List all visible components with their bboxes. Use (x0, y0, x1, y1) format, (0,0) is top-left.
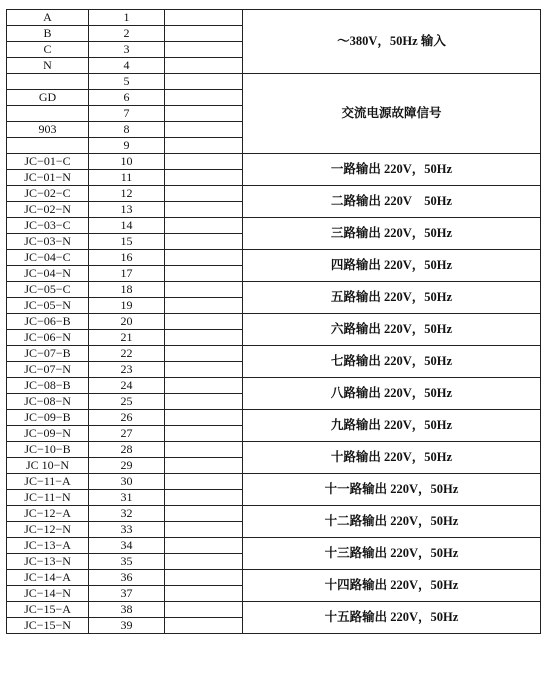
table-row (7, 314, 541, 330)
function-description-cell: 十二路输出 220V，50Hz (243, 506, 541, 538)
signal-label-cell: JC−04−N (7, 266, 89, 282)
terminal-number-cell: 9 (89, 138, 165, 154)
signal-label-cell: JC−01−C (7, 154, 89, 170)
terminal-number-cell: 27 (89, 426, 165, 442)
terminal-number-cell: 36 (89, 570, 165, 586)
table-row (7, 378, 541, 394)
terminal-number-cell: 34 (89, 538, 165, 554)
function-description-cell: 十一路输出 220V，50Hz (243, 474, 541, 506)
table-row (7, 602, 541, 618)
empty-cell (165, 346, 243, 362)
signal-label-cell: N (7, 58, 89, 74)
terminal-number-cell: 37 (89, 586, 165, 602)
empty-cell (165, 458, 243, 474)
terminal-number-cell: 14 (89, 218, 165, 234)
empty-cell (165, 586, 243, 602)
signal-label-cell: JC−04−C (7, 250, 89, 266)
table-row (7, 506, 541, 522)
empty-cell (165, 426, 243, 442)
table-row (7, 250, 541, 266)
empty-cell (165, 202, 243, 218)
empty-cell (165, 538, 243, 554)
terminal-number-cell: 8 (89, 122, 165, 138)
terminal-number-cell: 21 (89, 330, 165, 346)
empty-cell (165, 138, 243, 154)
signal-label-cell: JC−05−N (7, 298, 89, 314)
signal-label-cell: JC−13−A (7, 538, 89, 554)
terminal-number-cell: 13 (89, 202, 165, 218)
terminal-number-cell: 6 (89, 90, 165, 106)
function-description-cell: 四路输出 220V，50Hz (243, 250, 541, 282)
empty-cell (165, 394, 243, 410)
empty-cell (165, 58, 243, 74)
signal-label-cell: JC−08−N (7, 394, 89, 410)
empty-cell (165, 250, 243, 266)
terminal-number-cell: 38 (89, 602, 165, 618)
empty-cell (165, 410, 243, 426)
empty-cell (165, 282, 243, 298)
terminal-number-cell: 32 (89, 506, 165, 522)
terminal-table-body (7, 10, 541, 634)
signal-label-cell: JC−01−N (7, 170, 89, 186)
empty-cell (165, 490, 243, 506)
signal-label-cell: JC−06−N (7, 330, 89, 346)
signal-label-cell: JC−03−N (7, 234, 89, 250)
signal-label-cell: A (7, 10, 89, 26)
empty-cell (165, 522, 243, 538)
empty-cell (165, 234, 243, 250)
table-row (7, 282, 541, 298)
empty-cell (165, 474, 243, 490)
function-description-cell: 六路输出 220V，50Hz (243, 314, 541, 346)
empty-cell (165, 106, 243, 122)
signal-label-cell: JC−02−C (7, 186, 89, 202)
function-description-cell: 二路输出 220V 50Hz (243, 186, 541, 218)
signal-label-cell: JC−12−N (7, 522, 89, 538)
empty-cell (165, 618, 243, 634)
empty-cell (165, 122, 243, 138)
terminal-number-cell: 24 (89, 378, 165, 394)
terminal-number-cell: 29 (89, 458, 165, 474)
table-row (7, 154, 541, 170)
terminal-table (6, 9, 541, 634)
terminal-number-cell: 19 (89, 298, 165, 314)
signal-label-cell: JC−07−B (7, 346, 89, 362)
empty-cell (165, 10, 243, 26)
empty-cell (165, 298, 243, 314)
terminal-number-cell: 3 (89, 42, 165, 58)
empty-cell (165, 314, 243, 330)
empty-cell (165, 378, 243, 394)
terminal-number-cell: 30 (89, 474, 165, 490)
signal-label-cell: JC−14−A (7, 570, 89, 586)
terminal-number-cell: 5 (89, 74, 165, 90)
signal-label-cell: JC−13−N (7, 554, 89, 570)
terminal-number-cell: 17 (89, 266, 165, 282)
table-row (7, 218, 541, 234)
terminal-number-cell: 12 (89, 186, 165, 202)
empty-cell (165, 170, 243, 186)
terminal-number-cell: 10 (89, 154, 165, 170)
signal-label-cell: B (7, 26, 89, 42)
table-row (7, 442, 541, 458)
terminal-number-cell: 7 (89, 106, 165, 122)
empty-cell (165, 570, 243, 586)
table-row (7, 10, 541, 26)
terminal-number-cell: 35 (89, 554, 165, 570)
terminal-number-cell: 4 (89, 58, 165, 74)
terminal-number-cell: 16 (89, 250, 165, 266)
signal-label-cell: JC 10−N (7, 458, 89, 474)
signal-label-cell: JC−11−A (7, 474, 89, 490)
terminal-number-cell: 15 (89, 234, 165, 250)
function-description-cell: 十路输出 220V，50Hz (243, 442, 541, 474)
signal-label-cell: JC−07−N (7, 362, 89, 378)
signal-label-cell: JC−06−B (7, 314, 89, 330)
terminal-number-cell: 39 (89, 618, 165, 634)
empty-cell (165, 74, 243, 90)
table-row (7, 74, 541, 90)
signal-label-cell: JC−10−B (7, 442, 89, 458)
signal-label-cell: GD (7, 90, 89, 106)
terminal-number-cell: 31 (89, 490, 165, 506)
function-description-cell: 交流电源故障信号 (243, 74, 541, 154)
signal-label-cell: JC−09−N (7, 426, 89, 442)
function-description-cell: 十四路输出 220V，50Hz (243, 570, 541, 602)
empty-cell (165, 218, 243, 234)
function-description-cell: 一路输出 220V，50Hz (243, 154, 541, 186)
empty-cell (165, 602, 243, 618)
table-row (7, 410, 541, 426)
table-row (7, 570, 541, 586)
signal-label-cell: JC−15−A (7, 602, 89, 618)
terminal-number-cell: 1 (89, 10, 165, 26)
terminal-number-cell: 25 (89, 394, 165, 410)
function-description-cell: 三路输出 220V，50Hz (243, 218, 541, 250)
function-description-cell: 五路输出 220V，50Hz (243, 282, 541, 314)
empty-cell (165, 90, 243, 106)
table-row (7, 538, 541, 554)
empty-cell (165, 442, 243, 458)
table-row (7, 474, 541, 490)
table-row (7, 186, 541, 202)
terminal-number-cell: 23 (89, 362, 165, 378)
signal-label-cell: JC−12−A (7, 506, 89, 522)
signal-label-cell: 903 (7, 122, 89, 138)
empty-cell (165, 42, 243, 58)
signal-label-cell (7, 74, 89, 90)
terminal-number-cell: 26 (89, 410, 165, 426)
signal-label-cell: C (7, 42, 89, 58)
signal-label-cell: JC−02−N (7, 202, 89, 218)
terminal-number-cell: 2 (89, 26, 165, 42)
empty-cell (165, 362, 243, 378)
terminal-number-cell: 22 (89, 346, 165, 362)
function-description-cell: 七路输出 220V，50Hz (243, 346, 541, 378)
empty-cell (165, 154, 243, 170)
signal-label-cell (7, 106, 89, 122)
terminal-number-cell: 28 (89, 442, 165, 458)
signal-label-cell (7, 138, 89, 154)
empty-cell (165, 26, 243, 42)
signal-label-cell: JC−11−N (7, 490, 89, 506)
empty-cell (165, 554, 243, 570)
terminal-number-cell: 20 (89, 314, 165, 330)
function-description-cell: 十三路输出 220V，50Hz (243, 538, 541, 570)
signal-label-cell: JC−09−B (7, 410, 89, 426)
function-description-cell: 八路输出 220V，50Hz (243, 378, 541, 410)
empty-cell (165, 506, 243, 522)
function-description-cell: ～380V，50Hz 输入 (243, 10, 541, 74)
table-row (7, 346, 541, 362)
function-description-cell: 十五路输出 220V，50Hz (243, 602, 541, 634)
terminal-number-cell: 11 (89, 170, 165, 186)
empty-cell (165, 186, 243, 202)
terminal-number-cell: 33 (89, 522, 165, 538)
function-description-cell: 九路输出 220V，50Hz (243, 410, 541, 442)
signal-label-cell: JC−14−N (7, 586, 89, 602)
terminal-number-cell: 18 (89, 282, 165, 298)
empty-cell (165, 330, 243, 346)
signal-label-cell: JC−15−N (7, 618, 89, 634)
empty-cell (165, 266, 243, 282)
signal-label-cell: JC−08−B (7, 378, 89, 394)
signal-label-cell: JC−05−C (7, 282, 89, 298)
signal-label-cell: JC−03−C (7, 218, 89, 234)
